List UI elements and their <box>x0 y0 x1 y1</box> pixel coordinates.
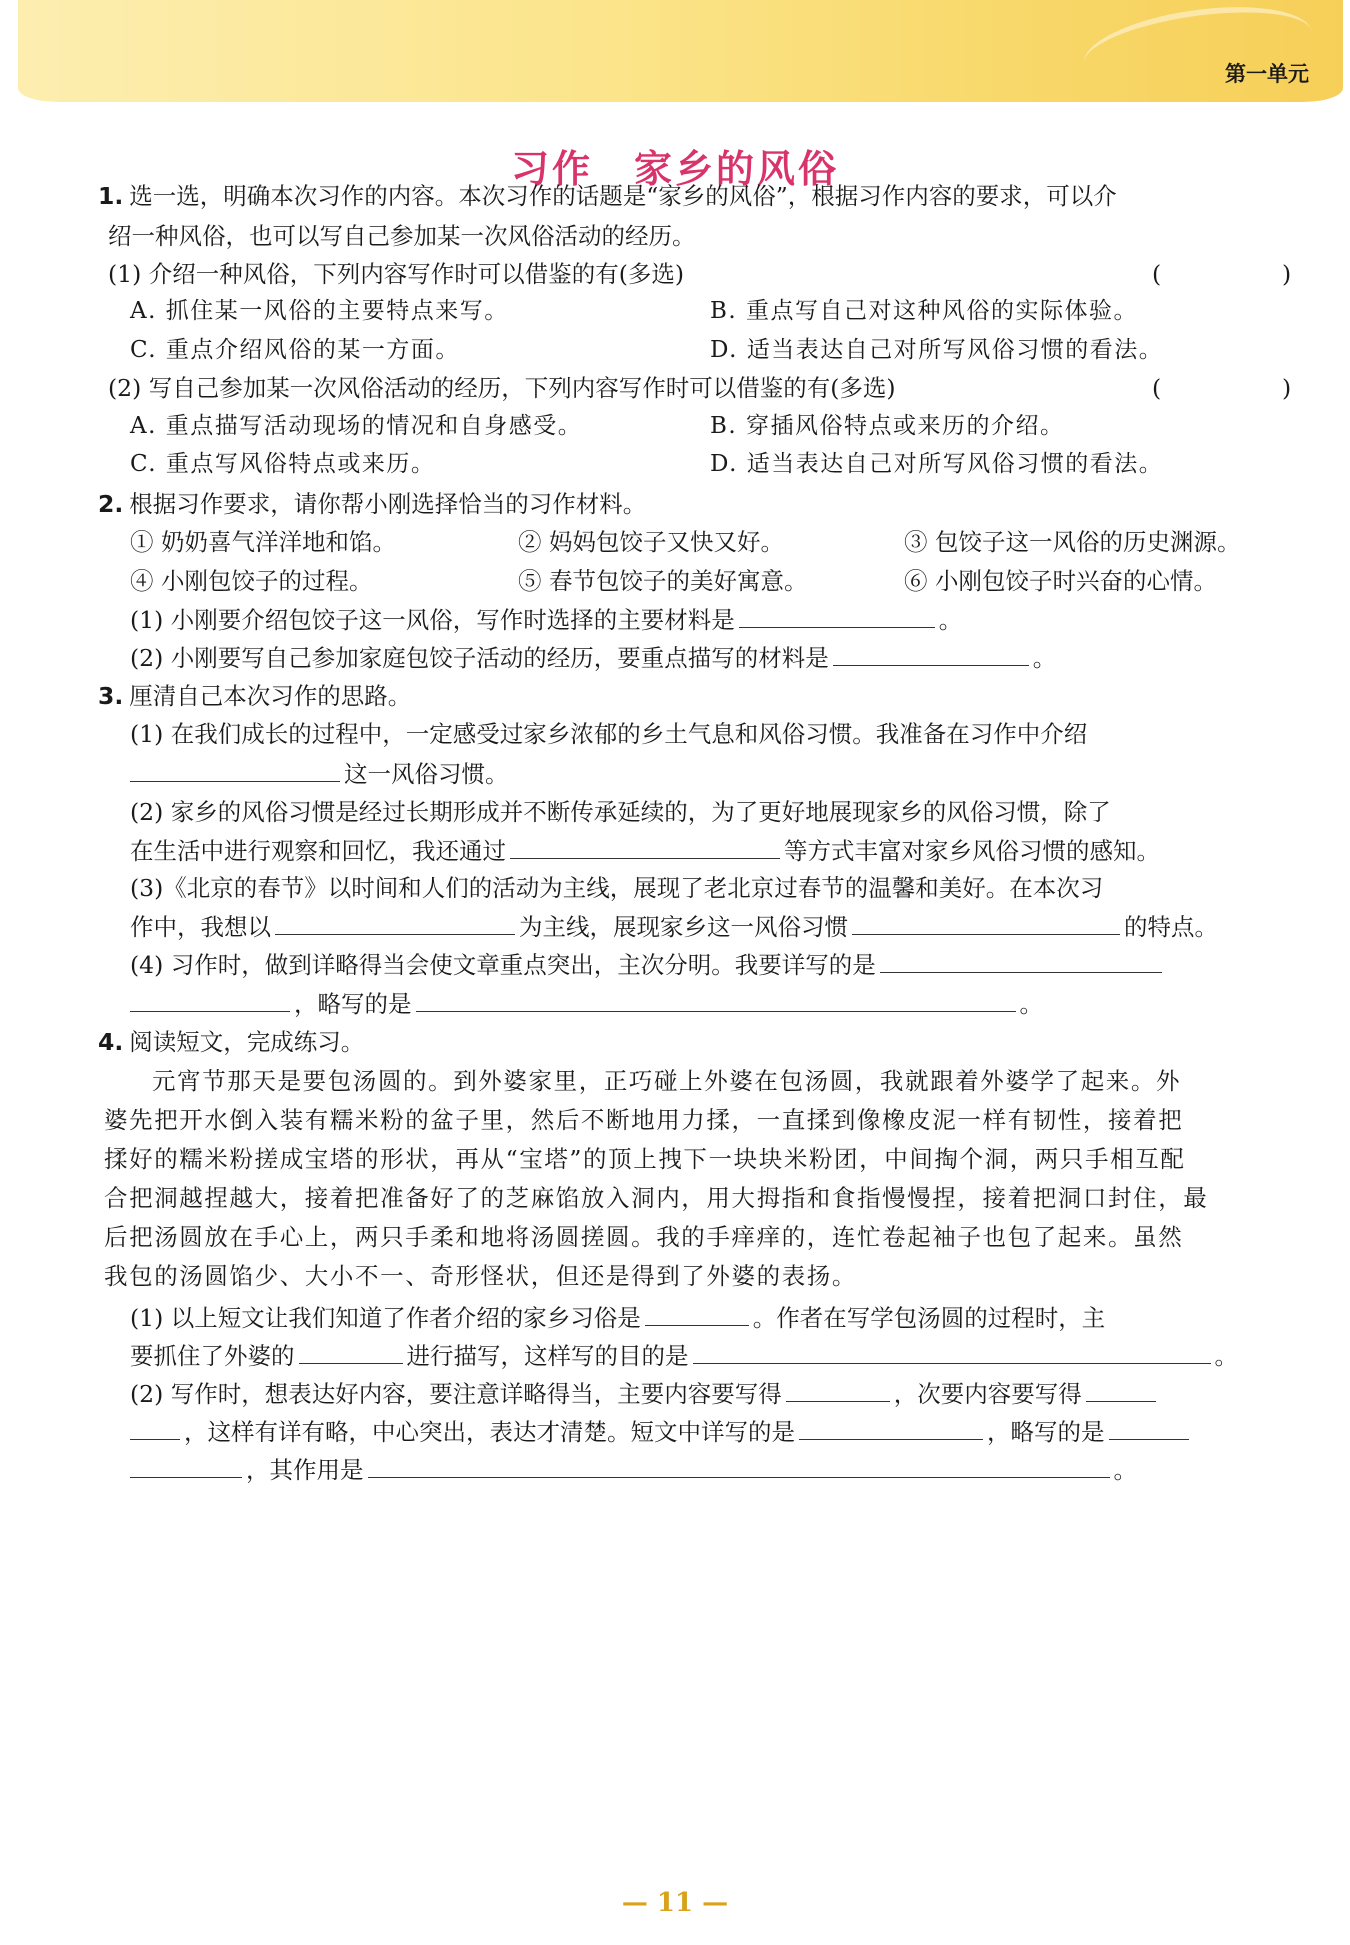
q1-sub1-paren-close: ) <box>1282 260 1292 288</box>
q1-sub2-stem: (2) 写自己参加某一次风俗活动的经历，下列内容写作时可以借鉴的有(多选) <box>108 374 896 402</box>
q2-line <box>98 484 646 524</box>
q1-sub2-paren-open: ( <box>1152 374 1162 402</box>
q3-s1-line1: (1) 在我们成长的过程中，一定感受过家乡浓郁的乡土气息和风俗习惯。我准备在习作中介绍 <box>130 720 1088 748</box>
q3-text: 厘清自己本次习作的思路。 <box>129 682 412 710</box>
q1-text-1: 选一选，明确本次习作的内容。本次习作的话题是“家乡的风俗”，根据习作内容的要求，可以介 <box>129 182 1117 210</box>
q4-s1-text-c: 要抓住了外婆的 <box>130 1342 295 1370</box>
q4-s2-text-c: ，这样有详有略，中心突出，表达才清楚。短文中详写的是 <box>184 1418 795 1446</box>
q2-material-1: ① 奶奶喜气洋洋地和馅。 <box>130 528 396 556</box>
q4-s2-text-d: ，略写的是 <box>987 1418 1105 1446</box>
q3-s3-blank-2[interactable] <box>852 906 1120 935</box>
q2-sub2-end: 。 <box>1032 644 1057 672</box>
q4-s2-text-a: (2) 写作时，想表达好内容，要注意详略得当，主要内容要写得 <box>130 1380 782 1408</box>
q4-s1-text-d: 进行描写，这样写的目的是 <box>406 1342 689 1370</box>
q4-line <box>98 1022 364 1062</box>
q4-s1-blank-2[interactable] <box>299 1335 403 1364</box>
q2-material-3: ③ 包饺子这一风俗的历史渊源。 <box>904 528 1241 556</box>
q2-sub2-text: (2) 小刚要写自己参加家庭包饺子活动的经历，要重点描写的材料是 <box>130 644 829 672</box>
q2-material-2: ② 妈妈包饺子又快又好。 <box>518 528 784 556</box>
q4-number: 4. <box>98 1028 124 1056</box>
q4-passage-line-2: 婆先把开水倒入装有糯米粉的盆子里，然后不断地用力揉，一直揉到像橡皮泥一样有韧性，接着把 <box>104 1106 1184 1134</box>
q4-passage-line-4: 合把洞越捏越大，接着把准备好了的芝麻馅放入洞内，用大拇指和食指慢慢捏，接着把洞口封住，最 <box>104 1184 1209 1212</box>
q4-s2-blank-3[interactable] <box>130 1411 180 1440</box>
q4-s2-blank-7[interactable] <box>368 1449 1110 1478</box>
q3-s4-text-a: ，略写的是 <box>294 990 412 1018</box>
q2-material-6: ⑥ 小刚包饺子时兴奋的心情。 <box>904 567 1217 595</box>
q3-s2-blank[interactable] <box>510 830 780 859</box>
header-banner <box>18 0 1343 102</box>
q1-sub2-option-d: D. 适当表达自己对所写风俗习惯的看法。 <box>710 451 1164 477</box>
q4-s1-text-a: (1) 以上短文让我们知道了作者介绍的家乡习俗是 <box>130 1304 641 1332</box>
q4-s2-blank-2[interactable] <box>1086 1373 1156 1402</box>
q1-number: 1. <box>98 182 124 210</box>
q3-s4-line1 <box>130 944 1166 985</box>
q3-s3-text-a: 作中，我想以 <box>130 913 271 941</box>
q1-sub1-option-a: A. 抓住某一风俗的主要特点来写。 <box>130 298 509 324</box>
q4-s2-line2 <box>130 1411 1193 1452</box>
q2-number: 2. <box>98 490 124 518</box>
q3-s4-text: (4) 习作时，做到详略得当会使文章重点突出，主次分明。我要详写的是 <box>130 951 876 979</box>
q3-s3-text-c: 的特点。 <box>1124 913 1218 941</box>
q3-s3-blank-1[interactable] <box>275 906 515 935</box>
q1-sub2-option-c: C. 重点写风俗特点或来历。 <box>130 451 436 477</box>
q1-sub1-stem: (1) 介绍一种风俗，下列内容写作时可以借鉴的有(多选) <box>108 260 685 288</box>
q4-passage-line-3: 揉好的糯米粉搓成宝塔的形状，再从“宝塔”的顶上拽下一块块米粉团，中间掏个洞，两只手相互配 <box>104 1145 1186 1173</box>
q1-sub2-paren-close: ) <box>1282 374 1292 402</box>
q2-sub1-blank[interactable] <box>739 599 935 628</box>
q3-s1-blank[interactable] <box>130 753 340 782</box>
q2-material-4: ④ 小刚包饺子的过程。 <box>130 567 373 595</box>
q4-passage-line-1: 元宵节那天是要包汤圆的。到外婆家里，正巧碰上外婆在包汤圆，我就跟着外婆学了起来。外 <box>152 1067 1182 1095</box>
q3-s4-blank-3[interactable] <box>416 983 1016 1012</box>
q4-s2-blank-6[interactable] <box>130 1449 242 1478</box>
unit-label: 第一单元 <box>1225 62 1309 86</box>
page-number: — 11 — <box>621 1888 729 1918</box>
q1-line-1 <box>98 176 1117 216</box>
q3-number: 3. <box>98 682 124 710</box>
q2-sub1 <box>130 599 962 640</box>
q1-sub1-paren-open: ( <box>1152 260 1162 288</box>
q2-text: 根据习作要求，请你帮小刚选择恰当的习作材料。 <box>129 490 647 518</box>
q2-sub2 <box>130 637 1056 678</box>
q1-sub2-option-b: B. 穿插风俗特点或来历的介绍。 <box>710 413 1065 439</box>
q3-s3-line2 <box>130 906 1218 947</box>
q1-sub1-option-d: D. 适当表达自己对所写风俗习惯的看法。 <box>710 337 1164 363</box>
q4-s1-blank-3[interactable] <box>693 1335 1211 1364</box>
q4-s2-end: 。 <box>1113 1456 1137 1484</box>
q3-s4-line2 <box>130 983 1043 1024</box>
q4-s2-text-e: ，其作用是 <box>246 1456 364 1484</box>
q3-s4-text-b: 。 <box>1019 990 1043 1018</box>
q1-sub1-option-b: B. 重点写自己对这种风俗的实际体验。 <box>710 298 1139 324</box>
q4-s1-line1 <box>130 1297 1105 1338</box>
q4-passage-line-5: 后把汤圆放在手心上，两只手柔和地将汤圆搓圆。我的手痒痒的，连忙卷起袖子也包了起来。虽然 <box>104 1223 1184 1251</box>
q2-material-5: ⑤ 春节包饺子的美好寓意。 <box>518 567 808 595</box>
q4-s1-blank-1[interactable] <box>645 1297 749 1326</box>
q2-sub1-text: (1) 小刚要介绍包饺子这一风俗，写作时选择的主要材料是 <box>130 606 735 634</box>
q4-s1-text-b: 。作者在写学包汤圆的过程时，主 <box>752 1304 1106 1332</box>
q4-s2-blank-4[interactable] <box>799 1411 983 1440</box>
q4-s1-line2 <box>130 1335 1238 1376</box>
q2-sub1-end: 。 <box>938 606 963 634</box>
q4-s2-line3 <box>130 1449 1137 1490</box>
q1-sub2-option-a: A. 重点描写活动现场的情况和自身感受。 <box>130 413 583 439</box>
q3-s1-end: 这一风俗习惯。 <box>344 760 509 788</box>
q4-text: 阅读短文，完成练习。 <box>129 1028 365 1056</box>
page-title: 习作 家乡的风俗 <box>510 147 839 191</box>
q3-s3-text-b: 为主线，展现家乡这一风俗习惯 <box>519 913 848 941</box>
q3-s4-blank-2[interactable] <box>130 983 290 1012</box>
q3-line <box>98 676 411 716</box>
q3-s2-line1: (2) 家乡的风俗习惯是经过长期形成并不断传承延续的，为了更好地展现家乡的风俗习惯，除了 <box>130 798 1111 826</box>
q3-s2-line2 <box>130 830 1160 871</box>
q3-s2-text: 在生活中进行观察和回忆，我还通过 <box>130 837 506 865</box>
q4-s2-line1 <box>130 1373 1160 1414</box>
q3-s4-blank-1[interactable] <box>880 944 1162 973</box>
q3-s3-line1: (3)《北京的春节》以时间和人们的活动为主线，展现了老北京过春节的温馨和美好。在本次习 <box>130 874 1104 902</box>
q1-sub1-option-c: C. 重点介绍风俗的某一方面。 <box>130 337 460 363</box>
q4-s2-blank-1[interactable] <box>786 1373 890 1402</box>
q1-line-2: 绍一种风俗，也可以写自己参加某一次风俗活动的经历。 <box>108 222 696 250</box>
q4-s2-text-b: ，次要内容要写得 <box>893 1380 1082 1408</box>
q4-s1-end: 。 <box>1214 1342 1238 1370</box>
q2-sub2-blank[interactable] <box>833 637 1029 666</box>
q4-passage-line-6: 我包的汤圆馅少、大小不一、奇形怪状，但还是得到了外婆的表扬。 <box>104 1262 857 1290</box>
q4-s2-blank-5[interactable] <box>1109 1411 1189 1440</box>
q3-s1-line2 <box>130 753 509 794</box>
q3-s2-end: 等方式丰富对家乡风俗习惯的感知。 <box>784 837 1160 865</box>
